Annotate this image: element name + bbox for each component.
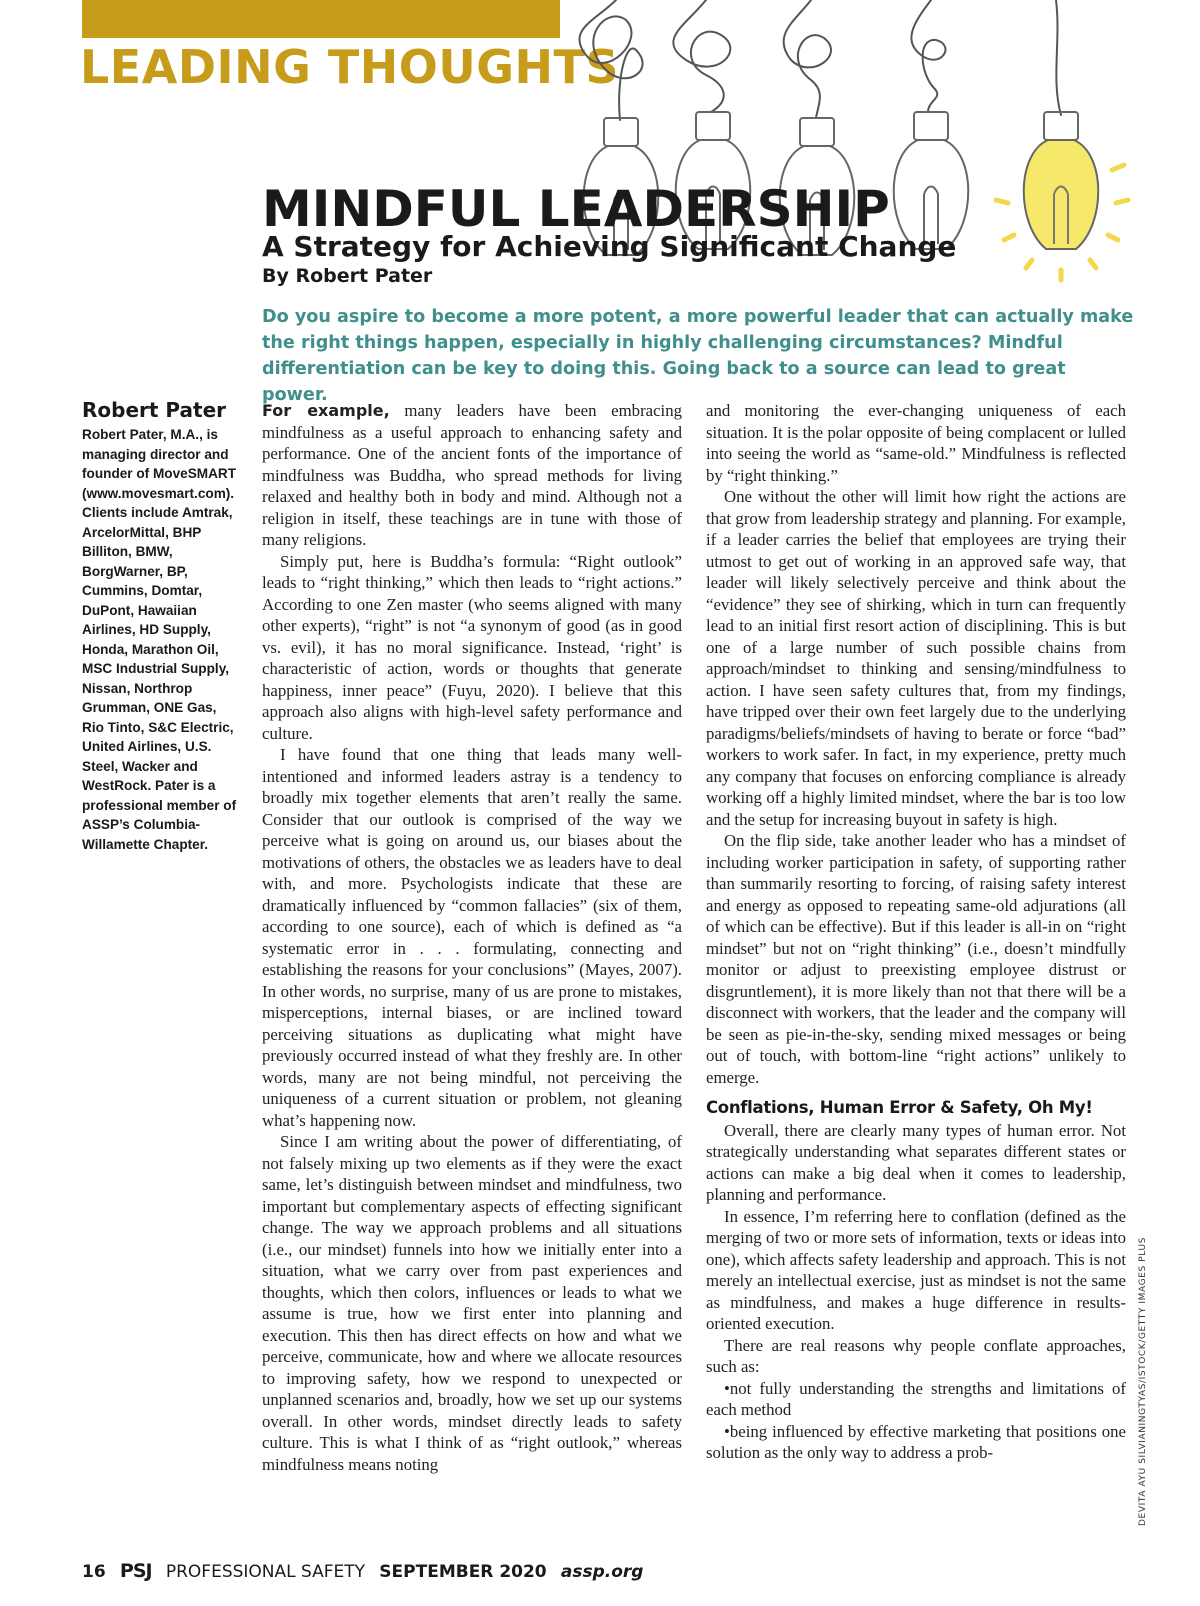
article-subtitle: A Strategy for Achieving Significant Change — [262, 230, 957, 263]
body-paragraph: In essence, I’m referring here to conflation (defined as the merging of two or more sets of information, texts or ideas into one), which affects safety leadership and approach. This is not merely an intellectual exercise, just as mindset is not the same as mindfulness, and makes a huge difference in results-oriented execution. — [706, 1206, 1126, 1333]
body-paragraph: For example, many leaders have been embracing mindfulness as a useful approach to enhancing safety and performance. One of the ancient fonts of the importance of mindfulness was Buddha, who spread methods for living relaxed and healthy both in body and mind. Although not a religion in itself, these teachings are in tune with those of many religions. — [262, 401, 683, 549]
page-number: 16 — [82, 1562, 106, 1582]
body-paragraph: Overall, there are clearly many types of human error. Not strategically understanding what separates different states or actions can make a big deal when it comes to leadership, planning and performance. — [706, 1120, 1126, 1204]
light-bulb-icon — [894, 112, 969, 249]
article-deck: Do you aspire to become a more potent, a more powerful leader that can actually make the right things happen, especially in highly challenging circumstances? Mindful differentiation can be key to doing this. Going back to a source can lead to great power. — [262, 307, 1134, 405]
section-color-bar — [82, 0, 560, 38]
body-paragraph: I have found that one thing that leads many well-intentioned and informed leaders astray is a tendency to broadly mix together elements that aren’t really the same. Consider that our outlook is comprised of the way we perceive what is going on around us, our biases about the motivations of others, the obstacles we as leaders have to deal with, and more. Psychologists indicate that these are dramatically influenced by “common fallacies” (six of them, according to one source), each of which is defined as “a systematic error in . . . formulating, connecting and establishing the reasons for your conclusions” (Mayes, 2007). In other words, no surprise, many of us are prone to mistakes, misperceptions, internal biases, or are inclined toward perceiving situations as duplicating what might have previously occurred instead of what they freshly are. In other words, many are not being mindful, not perceiving the uniqueness of a current situation or problem, not gleaning what’s happening now. — [262, 745, 682, 1130]
body-paragraph: One without the other will limit how right the actions are that grow from leadership strategy and planning. For example, if a leader carries the belief that employees are trying their utmost to get out of working in an approved safe way, that leader will likely selectively perceive and think about the “evidence” they see of shirking, which in turn can frequently lead to an initial first resort action of disciplining. This is but one of a large number of such possible chains from approach/mindset to thinking and sensing/mindfulness to action. I have seen safety cultures that, from my findings, have tripped over their own feet largely due to the underlying paradigms/beliefs/mindsets of having to berate or force “bad” workers to work safer. In fact, in my experience, pretty much any company that focuses on enforcing compliance is already working off a highly limited mindset, where the bar is too low and the setup for increasing buyout in safety is high. — [706, 487, 1126, 829]
tangled-string-icon — [579, 0, 642, 120]
body-paragraph: On the flip side, take another leader who has a mindset of including worker participation in safety, of supporting rather than summarily resorting to forcing, of raising safety interest and energy as opposed to repeating same-old adjurations (all of which can be effective). But if this leader is all-in on “right mindset” but not on “right thinking” (i.e., doesn’t mindfully monitor or adjust to preexisting employee distrust or disgruntlement), it is more likely than not that there will be a disconnect with workers, that the leader and the company will be seen as pie-in-the-sky, sending mixed messages or being out of touch, with bottom-line “right actions” unlikely to emerge. — [706, 831, 1126, 1087]
section-label: LEADING THOUGHTS — [80, 40, 619, 94]
byline: By Robert Pater — [262, 265, 433, 287]
bullet-item: •not fully understanding the strengths and limitations of each method — [706, 1378, 1126, 1419]
page-footer — [82, 1560, 653, 1582]
publication-name: PROFESSIONAL SAFETY — [165, 1562, 366, 1582]
photo-credit: DEVITA AYU SILVIANINGTYAS/ISTOCK/GETTY IMAGES PLUS — [1138, 1237, 1148, 1526]
section-heading: Conflations, Human Error & Safety, Oh My! — [706, 1098, 1093, 1117]
website-link[interactable]: assp.org — [560, 1562, 644, 1582]
author-bio-name: Robert Pater — [82, 398, 227, 422]
tangled-string-icon — [911, 0, 945, 112]
body-column-1 — [262, 400, 682, 1475]
string-icon — [1056, 0, 1061, 115]
body-paragraph: and monitoring the ever-changing uniqueness of each situation. It is the polar opposite of being complacent or lulled into seeing the world as “same-old.” Mindfulness is reflected by “right thinking.” — [706, 401, 1126, 485]
author-bio-text: Robert Pater, M.A., is managing director and founder of MoveSMART (www.movesmart.com). Clients include Amtrak, ArcelorMittal, BHP Billiton, BMW, BorgWarner, BP, Cummins, Domtar, DuPont, Hawaiian Airlines, HD Supply, Honda, Marathon Oil, MSC Industrial Supply, Nissan, Northrop Grumman, ONE Gas, Rio Tinto, S&C Electric, United Airlines, U.S. Steel, Wacker and WestRock. Pater is a professional member of ASSP’s Columbia-Willamette Chapter. — [82, 427, 237, 852]
body-paragraph: Simply put, here is Buddha’s formula: “Right outlook” leads to “right thinking,” which then leads to “right actions.” According to one Zen master (who seems aligned with many other experts), “right” is not “a synonym of good (as in good vs. evil), it has no moral significance. Instead, ‘right’ is characteristic of action, words or thoughts that generate happiness, inner peace” (Fuyu, 2020). I believe that this approach also aligns with high-level safety performance and culture. — [262, 551, 682, 743]
body-paragraph: Since I am writing about the power of differentiating, of not falsely mixing up two elements as if they were the exact same, let’s distinguish between mindset and mindfulness, two important but complementary aspects of effecting significant change. The way we approach problems and all situations (i.e., our mindset) funnels into how we initially enter into a situation, what we carry over from past experiences and thoughts, which then colors, influences or leads to what we assume is true, how we first enter into planning and execution. This then has direct effects on how and what we perceive, communicate, how and where we allocate resources to improving safety, how we respond to unexpected or unplanned scenarios and, broadly, how we set up our systems overall. In other words, mindset directly leads to safety culture. This is what I think of as “right outlook,” whereas mindfulness means noting — [262, 1132, 682, 1474]
body-column-2 — [706, 400, 1126, 1464]
publication-logo: PSJ — [119, 1560, 152, 1582]
body-paragraph: There are real reasons why people conflate approaches, such as: — [706, 1335, 1126, 1376]
lead-in: For example, — [262, 401, 390, 420]
bullet-item: •being influenced by effective marketing that positions one solution as the only way to address a prob- — [706, 1421, 1126, 1462]
article-title: MINDFUL LEADERSHIP — [262, 180, 890, 238]
lit-light-bulb-icon — [996, 112, 1128, 280]
tangled-string-icon — [784, 0, 831, 118]
tangled-string-icon — [673, 0, 730, 112]
issue-date: SEPTEMBER 2020 — [379, 1562, 547, 1582]
